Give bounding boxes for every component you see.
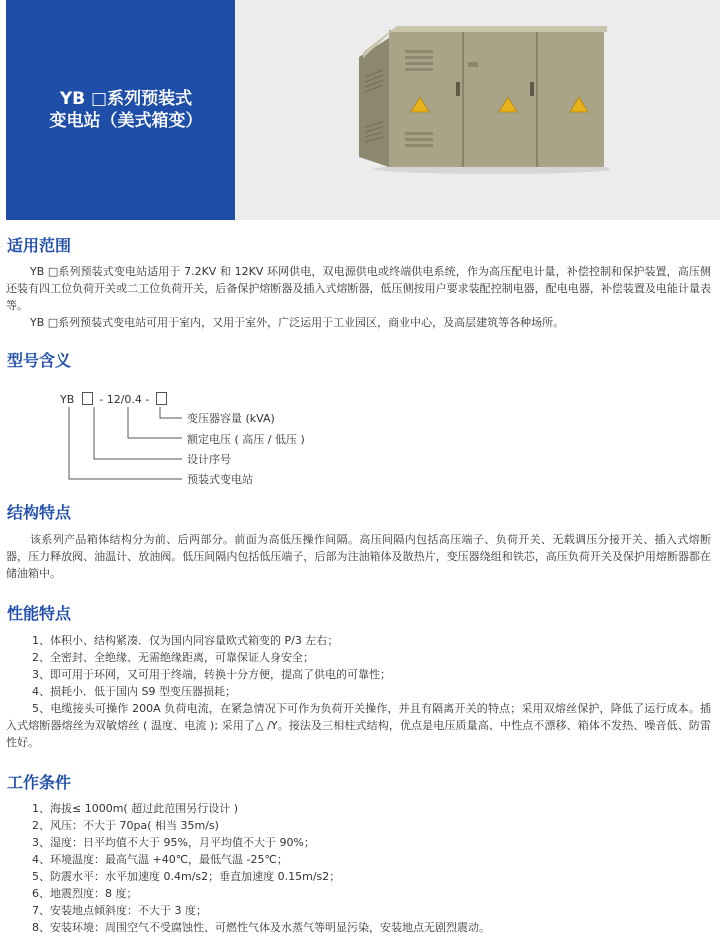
list-item: 7、安装地点倾斜度：不大于 3 度； (32, 904, 207, 917)
model-label-design-no: 设计序号 (187, 453, 231, 466)
substation-cabinet-image (359, 22, 609, 177)
list-item: 5、防震水平：水平加速度 0.4m/s2；垂直加速度 0.15m/s2； (32, 870, 341, 883)
list-item: 1、海拔≤ 1000m( 超过此范围另行设计 ) (32, 802, 238, 815)
list-item: 2、全密封、全绝缘、无需绝缘距离，可靠保证人身安全； (32, 651, 314, 664)
list-item: 4、环境温度：最高气温 +40℃，最低气温 -25℃； (32, 853, 288, 866)
scope-heading: 适用范围 (7, 236, 72, 255)
performance-heading: 性能特点 (7, 604, 72, 623)
model-code-prefix: YB (60, 393, 75, 406)
scope-paragraph-2: YB □系列预装式变电站可用于室内，又用于室外，广泛运用于工业园区，商业中心，及高层建筑等各种场所。 (30, 316, 565, 329)
list-item: 8、安装环境：周围空气不受腐蚀性、可燃性气体及水蒸气等明显污染，安装地点无剧烈震动。 (32, 921, 490, 934)
list-item: 1、体积小、结构紧凑．仅为国内同容量欧式箱变的 P/3 左右； (32, 634, 339, 647)
banner-title-line1: YB □系列预装式 (59, 89, 193, 109)
model-code-middle: - 12/0.4 - (99, 393, 150, 406)
performance-list (6, 632, 711, 751)
list-item: 3、湿度：日平均值不大于 95%，月平均值不大于 90%； (32, 836, 315, 849)
list-item: 2、风压：不大于 70pa( 相当 35m/s) (32, 819, 219, 832)
product-photo-panel (235, 0, 720, 220)
list-item: 4、损耗小．低于国内 S9 型变压器损耗； (32, 685, 236, 698)
model-label-voltage: 额定电压 ( 高压 / 低压 ) (187, 433, 305, 446)
model-label-prefab: 预装式变电站 (187, 473, 253, 486)
conditions-list (6, 800, 711, 936)
list-item: 6、地震烈度：8 度； (32, 887, 138, 900)
structure-heading: 结构特点 (7, 503, 72, 522)
list-item: 3、即可用于环网，又可用于终端，转换十分方便，提高了供电的可靠性； (32, 668, 391, 681)
banner-title-panel (6, 0, 235, 220)
model-code-diagram (0, 380, 720, 490)
list-item: 5、电缆接头可操作 200A 负荷电流，在紧急情况下可作为负荷开关操作，并且有隔离开关的特点；采用双熔丝保护，降低了运行成本。插入式熔断器熔丝为双敏熔丝 ( 温度、电流 ); 采用了△ /Y。接法及三相柱式结构，优点是电压质量高、中性点不漂移、箱体不发热、噪音低、防雷性好。 (6, 702, 711, 749)
model-heading: 型号含义 (7, 351, 72, 370)
model-label-capacity: 变压器容量 (kVA) (187, 412, 275, 425)
model-connector-lines (0, 380, 720, 490)
banner-title-line2: 变电站（美式箱变） (49, 111, 203, 131)
conditions-heading: 工作条件 (7, 773, 72, 792)
scope-paragraph-1: YB □系列预装式变电站适用于 7.2KV 和 12KV 环网供电，双电源供电或终端供电系统，作为高压配电计量，补偿控制和保护装置，高压侧还装有四工位负荷开关或二工位负荷开关，后备保护熔断器及插入式熔断器，低压侧按用户要求装配控制电器，配电电器，补偿装置及电能计量表等。 (6, 265, 711, 312)
product-banner (6, 0, 720, 220)
structure-paragraph: 该系列产品箱体结构分为前、后两部分。前面为高低压操作间隔。高压间隔内包括高压端子、负荷开关、无载调压分接开关、插入式熔断器，压力释放阀、油温计、放油阀。低压间隔内包括低压端子，后部为注油箱体及散热片，变压器绕组和铁芯，高压负荷开关及保护用熔断器都在储油箱中。 (6, 533, 711, 580)
